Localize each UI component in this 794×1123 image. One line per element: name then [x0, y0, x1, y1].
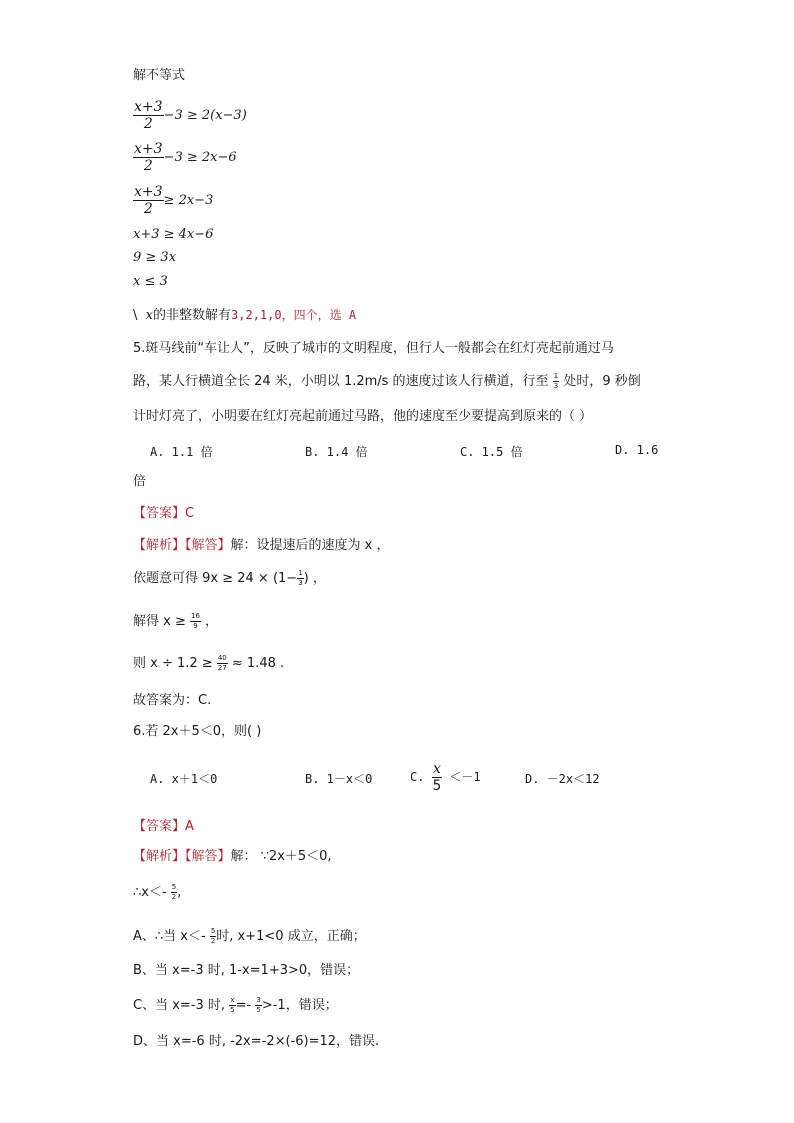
q6-option-c-fraction: $\frac{x}{5}$ — [432, 761, 442, 794]
q5-stem-line-3: 计时灯亮了，小明要在红灯亮起前通过马路，他的速度至少要提高到原来的（ ） — [133, 409, 593, 424]
q5-final: 故答案为：C. — [133, 693, 212, 708]
conclusion: \ x的非整数解有3,2,1,0，四个，选 A — [133, 308, 357, 323]
q6-explain-a: A、∴当 x＜- $\frac{5}{2}$ 时, x+1<0 成立，正确； — [133, 927, 366, 945]
step-3-fraction: $\frac{x+3}{2}$ — [134, 184, 163, 217]
q5-answer: 【答案】C — [133, 506, 195, 521]
q5-eq-2-fraction: $\frac{16}{9}$ — [191, 612, 200, 630]
q6-option-a[interactable]: A. x＋1＜0 — [150, 772, 218, 786]
q5-option-a[interactable]: A. 1.1 倍 — [150, 445, 213, 459]
q5-option-d-wrap: 倍 — [133, 474, 147, 489]
q6-therefore-fraction: $\frac{5}{2}$ — [171, 883, 177, 901]
step-3: $\frac{x+3}{2}$ ≥ 2x−3 — [134, 184, 214, 217]
solve-intro: 解不等式 — [133, 68, 186, 83]
step-1-fraction: $\frac{x+3}{2}$ — [134, 99, 163, 132]
q6-analysis: 【解析】【解答】解： ∵2x＋5＜0, — [133, 849, 332, 864]
q5-option-d[interactable]: D. 1.6 — [615, 443, 659, 457]
q5-eq-3-fraction: $\frac{40}{27}$ — [217, 654, 227, 672]
q6-stem: 6.若 2x＋5＜0，则( ) — [133, 724, 262, 739]
q5-analysis: 【解析】【解答】解：设提速后的速度为 x ， — [133, 538, 390, 553]
q5-eq-2: 解得 x ≥ $\frac{16}{9}$ ， — [133, 612, 219, 630]
step-5: 9 ≥ 3x — [133, 250, 177, 265]
q6-option-c[interactable]: C. $\frac{x}{5}$ ＜－1 — [410, 761, 481, 794]
q5-option-c[interactable]: C. 1.5 倍 — [460, 445, 523, 459]
q6-therefore: ∴x＜- $\frac{5}{2}$ , — [133, 883, 182, 901]
q5-stem-line-2: 路，某人行横道全长 24 米，小明以 1.2m/s 的速度过该人行横道，行至 $\frac{1}{3}$ 处时，9 秒倒 — [133, 372, 641, 390]
q6-explain-b: B、当 x=-3 时, 1-x=1+3>0，错误； — [133, 963, 360, 978]
q6-explain-c-fraction-2: $\frac{3}{5}$ — [256, 996, 261, 1014]
step-4: x+3 ≥ 4x−6 — [133, 227, 214, 242]
step-2-fraction: $\frac{x+3}{2}$ — [134, 141, 163, 174]
q6-answer: 【答案】A — [133, 819, 194, 834]
q5-eq-3: 则 x ÷ 1.2 ≥ $\frac{40}{27}$ ≈ 1.48 . — [133, 654, 285, 672]
q6-option-d[interactable]: D. －2x＜12 — [525, 772, 600, 786]
q5-eq-1: 依题意可得 9x ≥ 24 × (1− $\frac{1}{3}$ ) ， — [133, 569, 326, 587]
q5-stem-fraction: $\frac{1}{3}$ — [553, 372, 559, 390]
step-1: $\frac{x+3}{2}$ −3 ≥ 2(x−3) — [134, 99, 247, 132]
q6-option-b[interactable]: B. 1－x＜0 — [305, 772, 373, 786]
q6-explain-c-fraction-1: $\frac{x}{5}$ — [230, 996, 235, 1014]
q6-explain-a-fraction: $\frac{5}{2}$ — [210, 927, 216, 945]
q6-explain-d: D、当 x=-6 时, -2x=-2×(-6)=12，错误. — [133, 1034, 380, 1049]
q5-stem-line-1: 5.斑马线前“车让人”，反映了城市的文明程度，但行人一般都会在红灯亮起前通过马 — [133, 341, 614, 356]
step-6: x ≤ 3 — [133, 274, 168, 289]
step-2: $\frac{x+3}{2}$ −3 ≥ 2x−6 — [134, 141, 237, 174]
q5-eq-1-fraction: $\frac{1}{3}$ — [298, 569, 303, 587]
q6-explain-c: C、当 x=-3 时, $\frac{x}{5}$ =- $\frac{3}{5}$ >-1，错误； — [133, 996, 338, 1014]
q5-option-b[interactable]: B. 1.4 倍 — [305, 445, 368, 459]
